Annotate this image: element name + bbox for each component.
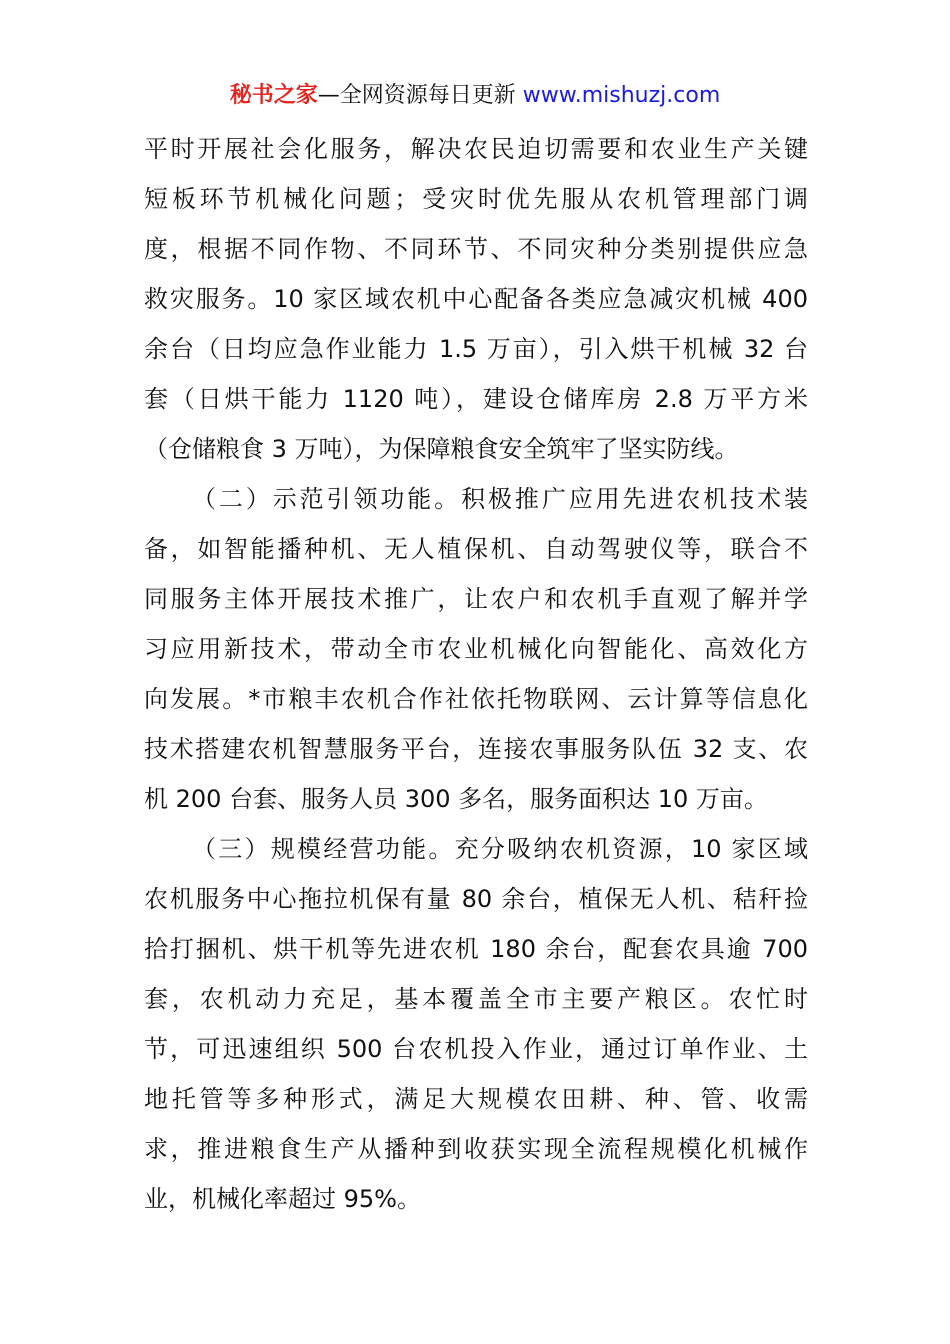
paragraph-line: 机 200 台套、服务人员 300 多名，服务面积达 10 万亩。 <box>144 785 768 813</box>
paragraph-line: （三）规模经营功能。充分吸纳农机资源，10 家区域 <box>192 835 808 863</box>
site-slogan: —全网资源每日更新 <box>317 83 523 108</box>
paragraph-line: （仓储粮食 3 万吨），为保障粮食安全筑牢了坚实防线。 <box>144 435 739 463</box>
paragraph-line: 地托管等多种形式，满足大规模农田耕、种、管、收需 <box>144 1085 808 1113</box>
paragraph-line: 救灾服务。10 家区域农机中心配备各类应急减灾机械 400 <box>144 285 808 313</box>
paragraph-1 <box>144 124 808 474</box>
paragraph-line: 平时开展社会化服务，解决农民迫切需要和农业生产关键 <box>144 135 808 163</box>
site-url-link[interactable]: www.mishuzj.com <box>522 83 721 108</box>
paragraph-line: 同服务主体开展技术推广，让农户和农机手直观了解并学 <box>144 585 808 613</box>
paragraph-line: 求，推进粮食生产从播种到收获实现全流程规模化机械作 <box>144 1135 808 1163</box>
paragraph-2 <box>144 474 808 824</box>
paragraph-line: 技术搭建农机智慧服务平台，连接农事服务队伍 32 支、农 <box>144 735 808 763</box>
paragraph-line: 拾打捆机、烘干机等先进农机 180 余台，配套农具逾 700 <box>144 935 808 963</box>
paragraph-line: 向发展。*市粮丰农机合作社依托物联网、云计算等信息化 <box>144 685 808 713</box>
paragraph-line: 度，根据不同作物、不同环节、不同灾种分类别提供应急 <box>144 235 808 263</box>
paragraph-line: （二）示范引领功能。积极推广应用先进农机技术装 <box>192 485 808 513</box>
paragraph-line: 短板环节机械化问题；受灾时优先服从农机管理部门调 <box>144 185 808 213</box>
paragraph-line: 余台（日均应急作业能力 1.5 万亩），引入烘干机械 32 台 <box>144 335 808 363</box>
paragraph-line: 业，机械化率超过 95%。 <box>144 1185 421 1213</box>
paragraph-line: 套，农机动力充足，基本覆盖全市主要产粮区。农忙时 <box>144 985 808 1013</box>
document-body <box>144 124 808 1224</box>
paragraph-line: 备，如智能播种机、无人植保机、自动驾驶仪等，联合不 <box>144 535 808 563</box>
paragraph-line: 习应用新技术，带动全市农业机械化向智能化、高效化方 <box>144 635 808 663</box>
site-header <box>0 78 950 114</box>
paragraph-3 <box>144 824 808 1224</box>
paragraph-line: 套（日烘干能力 1120 吨），建设仓储库房 2.8 万平方米 <box>144 385 808 413</box>
site-brand: 秘书之家 <box>229 83 318 108</box>
paragraph-line: 农机服务中心拖拉机保有量 80 余台，植保无人机、秸秆捡 <box>144 885 808 913</box>
paragraph-line: 节，可迅速组织 500 台农机投入作业，通过订单作业、土 <box>144 1035 808 1063</box>
